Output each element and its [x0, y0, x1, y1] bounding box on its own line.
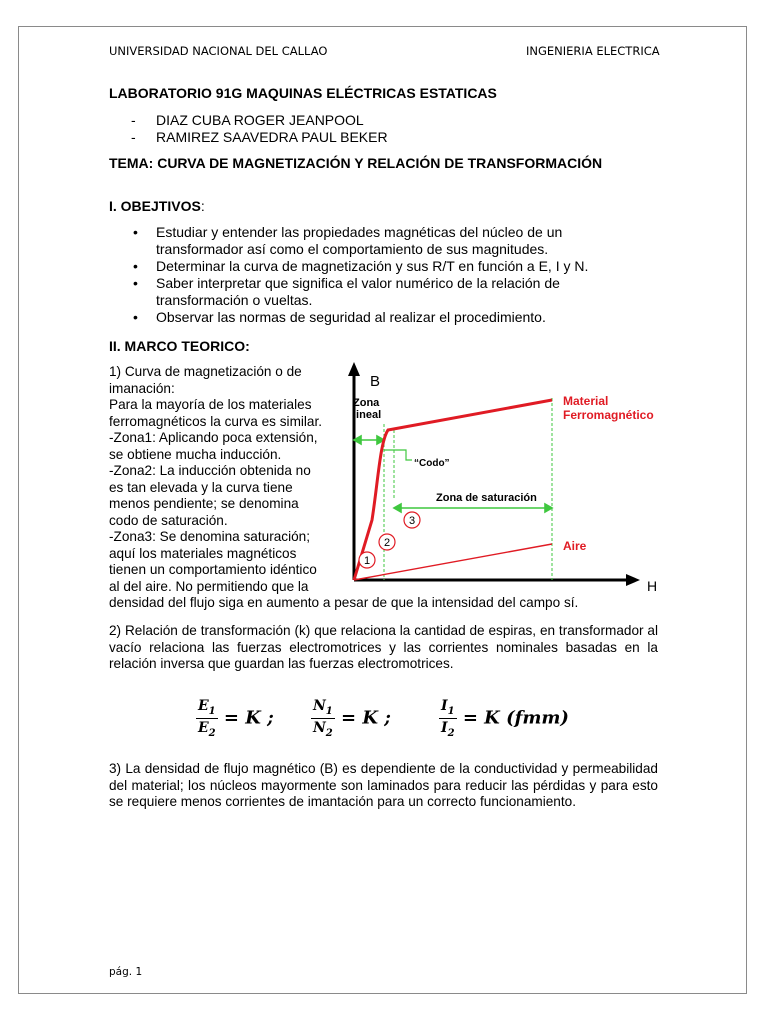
- author-item: - RAMIREZ SAAVEDRA PAUL BEKER: [109, 129, 509, 146]
- theory-paragraph-1-tail: densidad del flujo siga en aumento a pesar de que la intensidad del campo sí.: [109, 595, 579, 610]
- material-label-2: Ferromagnético: [563, 408, 654, 422]
- zone-badge-2: [379, 534, 395, 550]
- formula-rhs: = K ;: [341, 707, 391, 729]
- zone-number: 3: [408, 515, 416, 527]
- theory-paragraph-2: 2) Relación de transformación (k) que relaciona la cantidad de espiras, en transformador al vacío relaciona las fuerzas electromotrices y las corrientes nominales basadas en la relación inversa que guardan las fuerzas electromotrices.: [109, 623, 658, 671]
- objective-item: • Determinar la curva de magnetización y sus R/T en función a E, I y N.: [109, 258, 599, 275]
- objectives-list: [109, 224, 599, 326]
- header-department: INGENIERIA ELECTRICA: [526, 44, 660, 58]
- theory-line: aquí los materiales magnéticos: [109, 545, 297, 561]
- fraction: [196, 698, 218, 739]
- fraction-den-sub: 2: [208, 727, 216, 739]
- fraction-den-sub: 2: [325, 727, 333, 739]
- theory-line: -Zona2: La inducción obtenida no: [109, 463, 311, 478]
- b-axis-label: B: [370, 373, 381, 390]
- fraction-num: N: [313, 698, 326, 714]
- fraction-num: E: [198, 698, 209, 714]
- h-axis-arrow: [626, 574, 640, 586]
- fraction-num-sub: 1: [325, 705, 333, 717]
- codo-label: “Codo”: [414, 458, 450, 469]
- fraction-num-sub: 1: [208, 705, 216, 717]
- h-axis-label: H: [647, 578, 658, 594]
- author-item: - DIAZ CUBA ROGER JEANPOOL: [109, 112, 509, 129]
- zone-badge-1: [359, 552, 375, 568]
- topic-title: TEMA: CURVA DE MAGNETIZACIÓN Y RELACIÓN DE TRANSFORMACIÓN: [109, 155, 603, 171]
- formula-current: [439, 698, 569, 739]
- zona-lineal-label-2: lineal: [353, 409, 382, 421]
- fraction: [439, 698, 457, 739]
- saturacion-label: Zona de saturación: [436, 492, 537, 504]
- theory-line: tienen un comportamiento idéntico: [109, 562, 317, 577]
- theory-line: ferromagnéticos la curva es similar.: [109, 413, 323, 429]
- zone-badge-3: [404, 512, 420, 528]
- theory-line: -Zona1: Aplicando poca extensión,: [109, 430, 318, 445]
- theory-paragraph-3: 3) La densidad de flujo magnético (B) es dependiente de la conductividad y permeabilidad del material; los núcleos mayormente son laminados para reducir las pérdidas y para esto se requiere menos corrientes de imantación para un correcto funcionamiento.: [109, 761, 658, 809]
- theory-line: Para la mayoría de los materiales: [109, 397, 312, 412]
- saturacion-arrow: [394, 504, 552, 512]
- formula-rhs: = K (fmm): [462, 707, 569, 729]
- lab-title: LABORATORIO 91G MAQUINAS ELÉCTRICAS ESTATICAS: [109, 85, 497, 101]
- aire-label: Aire: [563, 539, 587, 553]
- magnetization-diagram: [344, 362, 662, 594]
- theory-line: imanación:: [109, 380, 175, 396]
- objectives-heading: [109, 198, 205, 214]
- objectives-heading-text: I. OBEJTIVOS: [109, 198, 201, 214]
- fraction-den: E: [198, 719, 209, 736]
- formula-rhs: = K ;: [223, 707, 274, 729]
- formula-turns: [311, 698, 391, 739]
- b-axis-arrow: [348, 362, 360, 376]
- fraction-num: I: [441, 698, 448, 714]
- theory-line: al del aire. No permitiendo que la: [109, 578, 309, 594]
- fraction-den: I: [441, 719, 448, 736]
- codo-pointer: [384, 450, 412, 460]
- objective-item: • Estudiar y entender las propiedades magnéticas del núcleo de un transformador así como el comportamiento de sus magnitudes.: [109, 224, 599, 258]
- objective-item: • Saber interpretar que significa el valor numérico de la relación de transformación o vueltas.: [109, 275, 599, 309]
- fraction-num-sub: 1: [447, 705, 455, 717]
- zona-lineal-arrow: [354, 436, 384, 444]
- author-list: [109, 112, 509, 146]
- objective-item: • Observar las normas de seguridad al realizar el procedimiento.: [109, 309, 599, 326]
- theory-heading: II. MARCO TEORICO:: [109, 338, 250, 354]
- formula-emf: [196, 698, 274, 739]
- fraction-den: N: [313, 719, 326, 736]
- zone-number: 2: [383, 537, 391, 549]
- fraction: [311, 698, 335, 739]
- header-university: UNIVERSIDAD NACIONAL DEL CALLAO: [109, 44, 328, 58]
- zone-number: 1: [363, 555, 371, 567]
- theory-line: se obtiene mucha inducción.: [109, 446, 282, 462]
- objectives-heading-colon: :: [200, 198, 205, 214]
- theory-line: 1) Curva de magnetización o de: [109, 364, 302, 379]
- theory-line: codo de saturación.: [109, 512, 228, 528]
- theory-line: menos pendiente; se denomina: [109, 496, 299, 511]
- theory-line: es tan elevada y la curva tiene: [109, 479, 293, 495]
- theory-line: -Zona3: Se denomina saturación;: [109, 529, 311, 544]
- theory-paragraph-1: [109, 364, 349, 595]
- fraction-den-sub: 2: [447, 727, 455, 739]
- material-label: Material: [563, 394, 609, 408]
- page-number: pág. 1: [109, 966, 143, 978]
- zona-lineal-label: Zona: [353, 397, 380, 409]
